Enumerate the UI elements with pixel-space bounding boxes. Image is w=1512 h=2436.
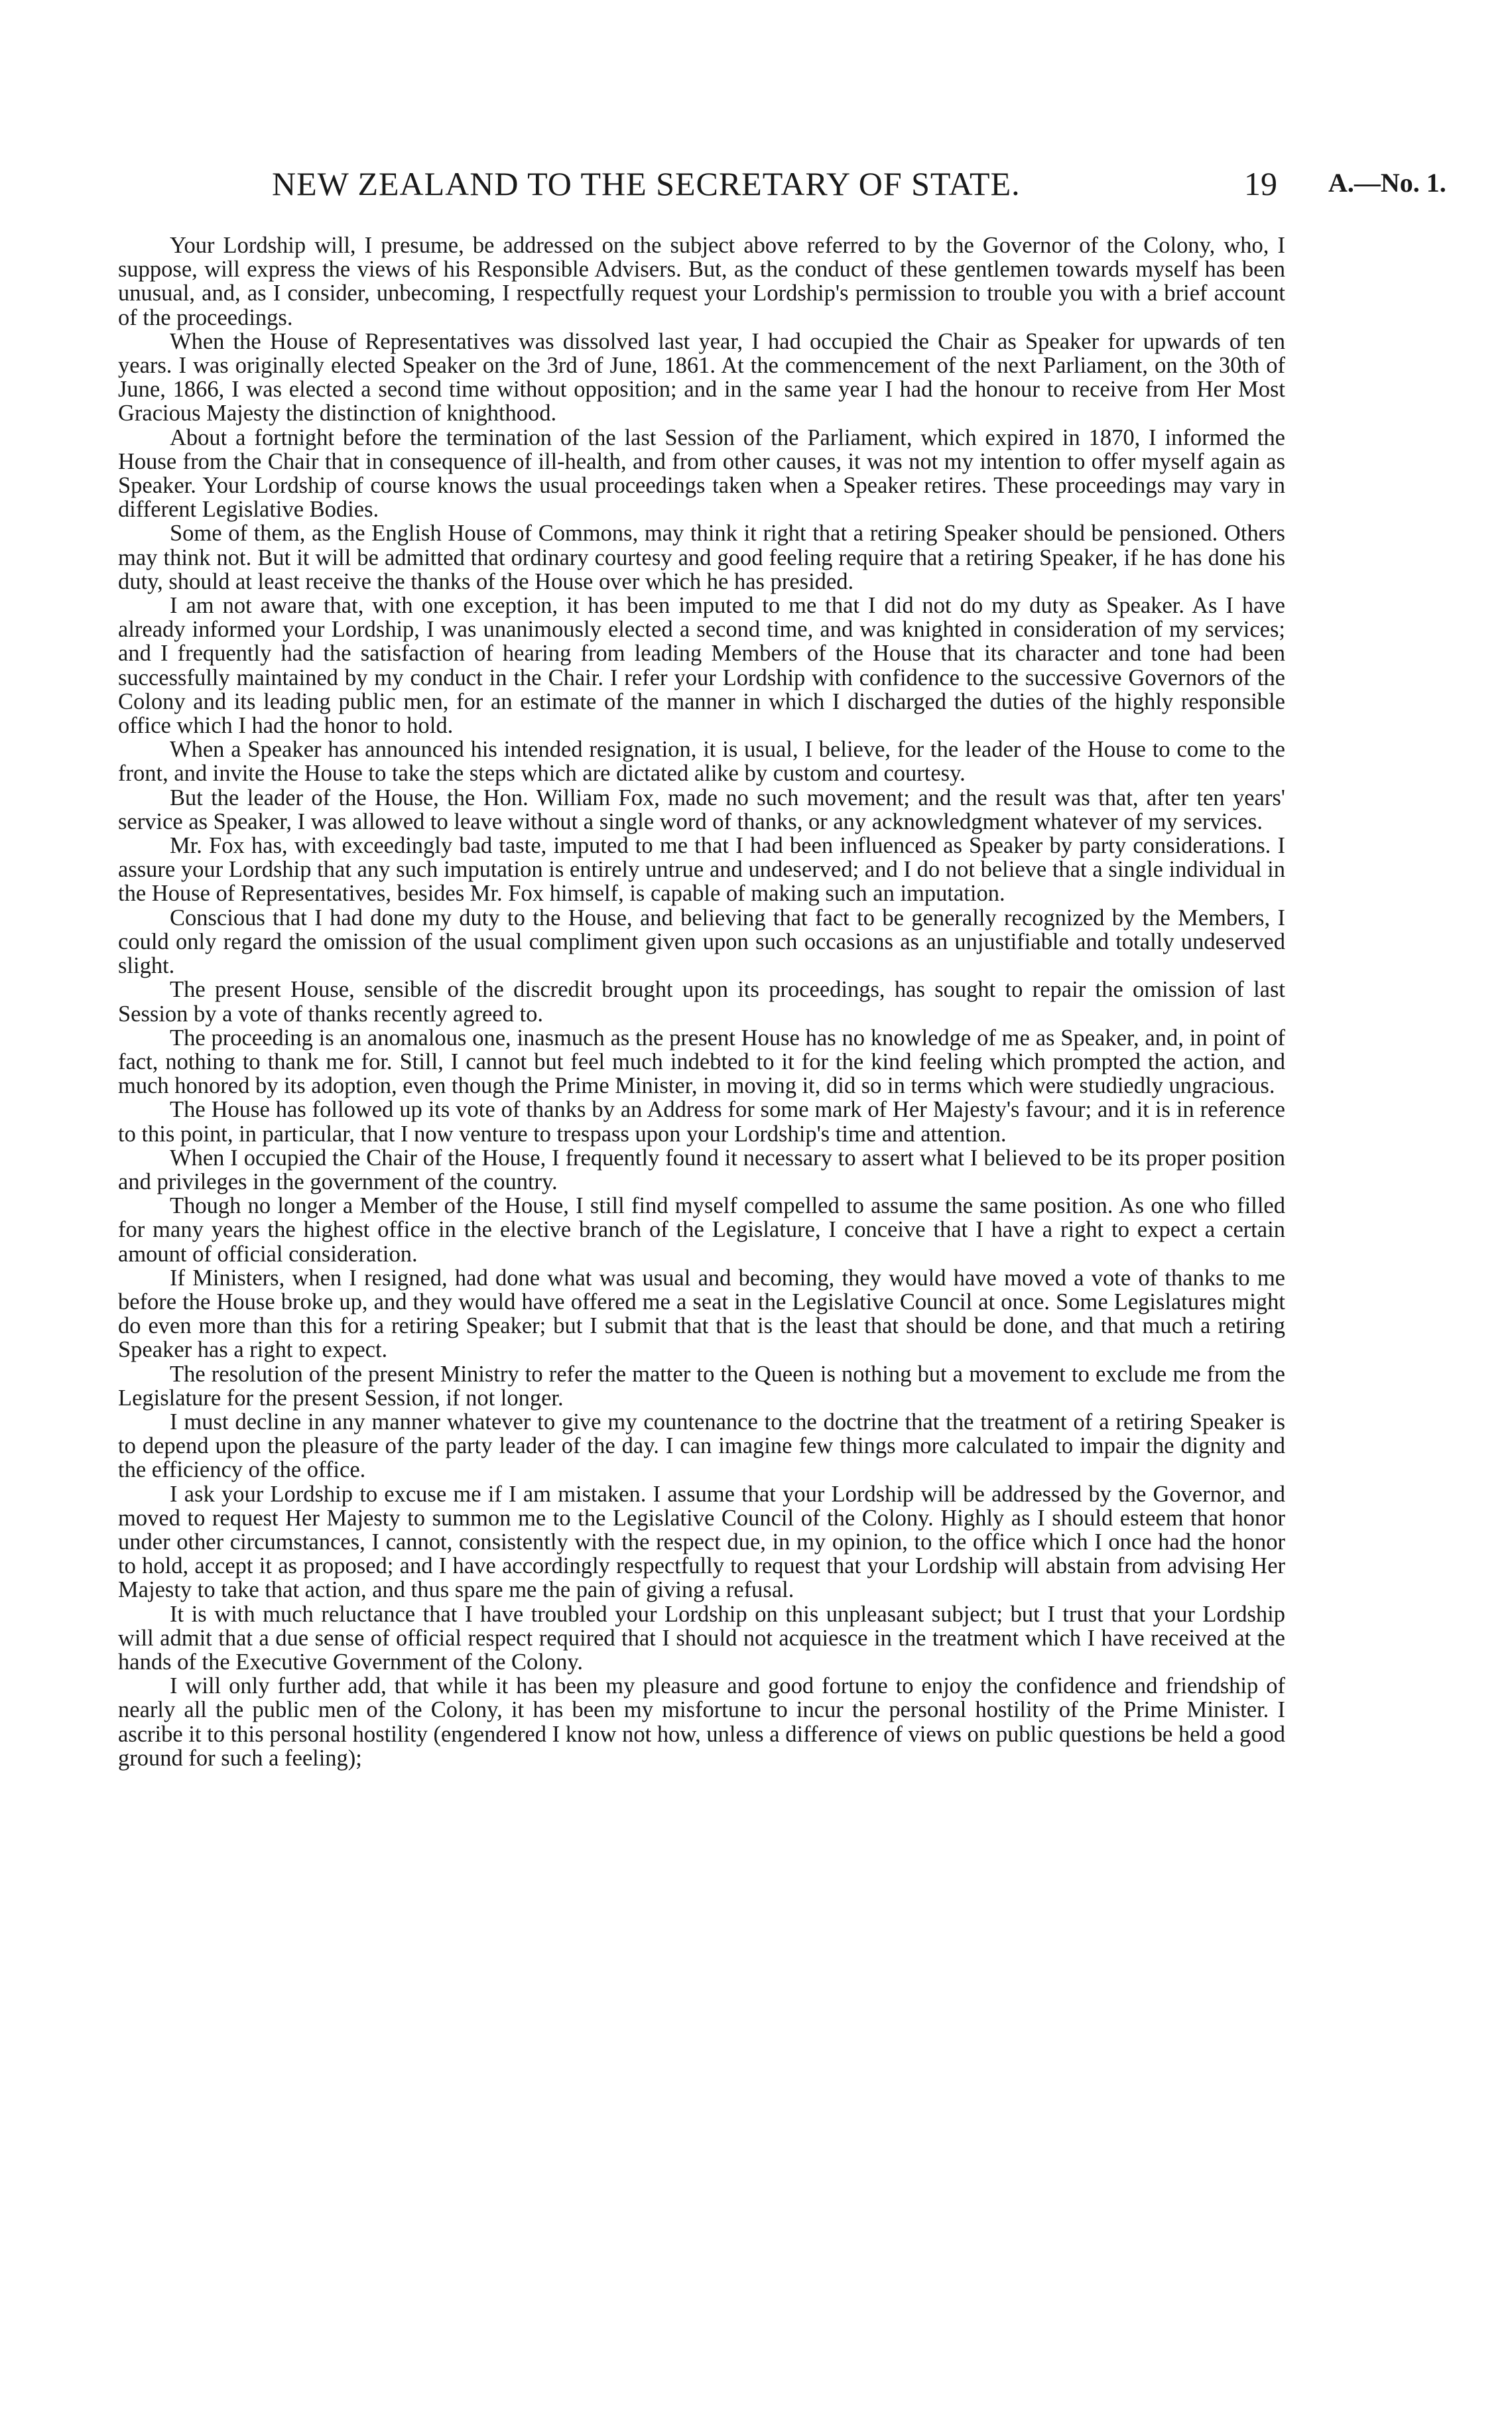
paragraph: I ask your Lordship to excuse me if I am mistaken. I assume that your Lordship will be addressed by the Governor, and moved to request Her Majesty to summon me to the Legislative Council of the Colony. Highly as I should esteem that honor under other circumstances, I cannot, consistently with the respect due, in my opinion, to the office which I once had the honor to hold, accept it as proposed; and I have accordingly respectfully to request that your Lordship will abstain from advising Her Majesty to take that action, and thus spare me the pain of giving a refusal. (118, 1481, 1285, 1603)
running-header (0, 164, 1512, 204)
paragraph: Some of them, as the English House of Commons, may think it right that a retiring Speaker should be pensioned. Others may think not. But it will be admitted that ordinary courtesy and good feeling require that a retiring Speaker, if he has done his duty, should at least receive the thanks of the House over which he has presided. (118, 521, 1285, 594)
paragraph: Mr. Fox has, with exceedingly bad taste, imputed to me that I had been influenced as Speaker by party considerations. I assure your Lordship that any such imputation is entirely untrue and undeserved; and I do not believe that a single individual in the House of Representatives, besides Mr. Fox himself, is capable of making such an imputation. (118, 833, 1285, 907)
paragraph: It is with much reluctance that I have troubled your Lordship on this unpleasant subject; but I trust that your Lordship will admit that a due sense of official respect required that I should not acquiesce in the treatment which I have received at the hands of the Executive Government of the Colony. (118, 1601, 1285, 1675)
paragraph: I am not aware that, with one exception, it has been imputed to me that I did not do my duty as Speaker. As I have already informed your Lordship, I was unanimously elected a second time, and was knighted in consideration of my services; and I frequently had the satisfaction of hearing from leading Members of the House that its character and tone had been successfully maintained by my conduct in the Chair. I refer your Lordship with confidence to the successive Governors of the Colony and its leading public men, for an estimate of the manner in which I discharged the duties of the highly responsible office which I had the honor to hold. (118, 593, 1285, 739)
paragraph: When I occupied the Chair of the House, I frequently found it necessary to assert what I believed to be its proper position and privileges in the government of the country. (118, 1145, 1285, 1194)
paragraph: The proceeding is an anomalous one, inasmuch as the present House has no knowledge of me as Speaker, and, in point of fact, nothing to thank me for. Still, I cannot but feel much indebted to it for the kind feeling which prompted the action, and much honored by its adoption, even though the Prime Minister, in moving it, did so in terms which were studiedly ungracious. (118, 1025, 1285, 1099)
paragraph: But the leader of the House, the Hon. William Fox, made no such movement; and the result was that, after ten years' service as Speaker, I was allowed to leave without a single word of thanks, or any acknowledgment whatever of my services. (118, 785, 1285, 834)
paragraph: I must decline in any manner whatever to give my countenance to the doctrine that the treatment of a retiring Speaker is to depend upon the pleasure of the party leader of the day. I can imagine few things more calculated to impair the dignity and the efficiency of the office. (118, 1409, 1285, 1483)
paragraph: I will only further add, that while it has been my pleasure and good fortune to enjoy the confidence and friendship of nearly all the public men of the Colony, it has been my misfortune to incur the personal hostility of the Prime Minister. I ascribe it to this personal hostility (engendered I know not how, unless a difference of views on public questions be held a good ground for such a feeling); (118, 1673, 1285, 1771)
paragraph: When a Speaker has announced his intended resignation, it is usual, I believe, for the leader of the House to come to the front, and invite the House to take the steps which are dictated alike by custom and courtesy. (118, 737, 1285, 787)
paragraph: Your Lordship will, I presume, be addressed on the subject above referred to by the Governor of the Colony, who, I suppose, will express the views of his Responsible Advisers. But, as the conduct of these gentlemen towards myself has been unusual, and, as I consider, unbecoming, I respectfully request your Lordship's permission to trouble you with a brief account of the proceedings. (118, 233, 1285, 330)
paragraph: About a fortnight before the termination of the last Session of the Parliament, which expired in 1870, I informed the House from the Chair that in consequence of ill-health, and from other causes, it was not my intention to offer myself again as Speaker. Your Lordship of course knows the usual proceedings taken when a Speaker retires. These proceedings may vary in different Legislative Bodies. (118, 424, 1285, 523)
paragraph: The present House, sensible of the discredit brought upon its proceedings, has sought to repair the omission of last Session by a vote of thanks recently agreed to. (118, 977, 1285, 1027)
paragraph: Though no longer a Member of the House, I still find myself compelled to assume the same position. As one who filled for many years the highest office in the elective branch of the Legislature, I conceive that I have a right to expect a certain amount of official consideration. (118, 1193, 1285, 1267)
letter-body (118, 233, 1285, 1770)
paragraph: The House has followed up its vote of thanks by an Address for some mark of Her Majesty's favour; and it is in reference to this point, in particular, that I now venture to trespass upon your Lordship's time and attention. (118, 1097, 1285, 1147)
paragraph: When the House of Representatives was dissolved last year, I had occupied the Chair as Speaker for upwards of ten years. I was originally elected Speaker on the 3rd of June, 1861. At the commencement of the next Parliament, on the 30th of June, 1866, I was elected a second time without opposition; and in the same year I had the honour to receive from Her Most Gracious Majesty the distinction of knighthood. (118, 328, 1285, 426)
paragraph: Conscious that I had done my duty to the House, and believing that fact to be generally recognized by the Members, I could only regard the omission of the usual compliment given upon such occasions as an unjustifiable and totally undeserved slight. (118, 905, 1285, 979)
page-number: 19 (1244, 165, 1277, 202)
running-title: NEW ZEALAND TO THE SECRETARY OF STATE. (272, 165, 1021, 202)
paragraph: If Ministers, when I resigned, had done what was usual and becoming, they would have moved a vote of thanks to me before the House broke up, and they would have offered me a seat in the Legislative Council at once. Some Legislatures might do even more than this for a retiring Speaker; but I submit that that is the least that should be done, and that much a retiring Speaker has a right to expect. (118, 1265, 1285, 1363)
document-reference: A.—No. 1. (1328, 168, 1446, 198)
paragraph: The resolution of the present Ministry to refer the matter to the Queen is nothing but a movement to exclude me from the Legislature for the present Session, if not longer. (118, 1361, 1285, 1411)
